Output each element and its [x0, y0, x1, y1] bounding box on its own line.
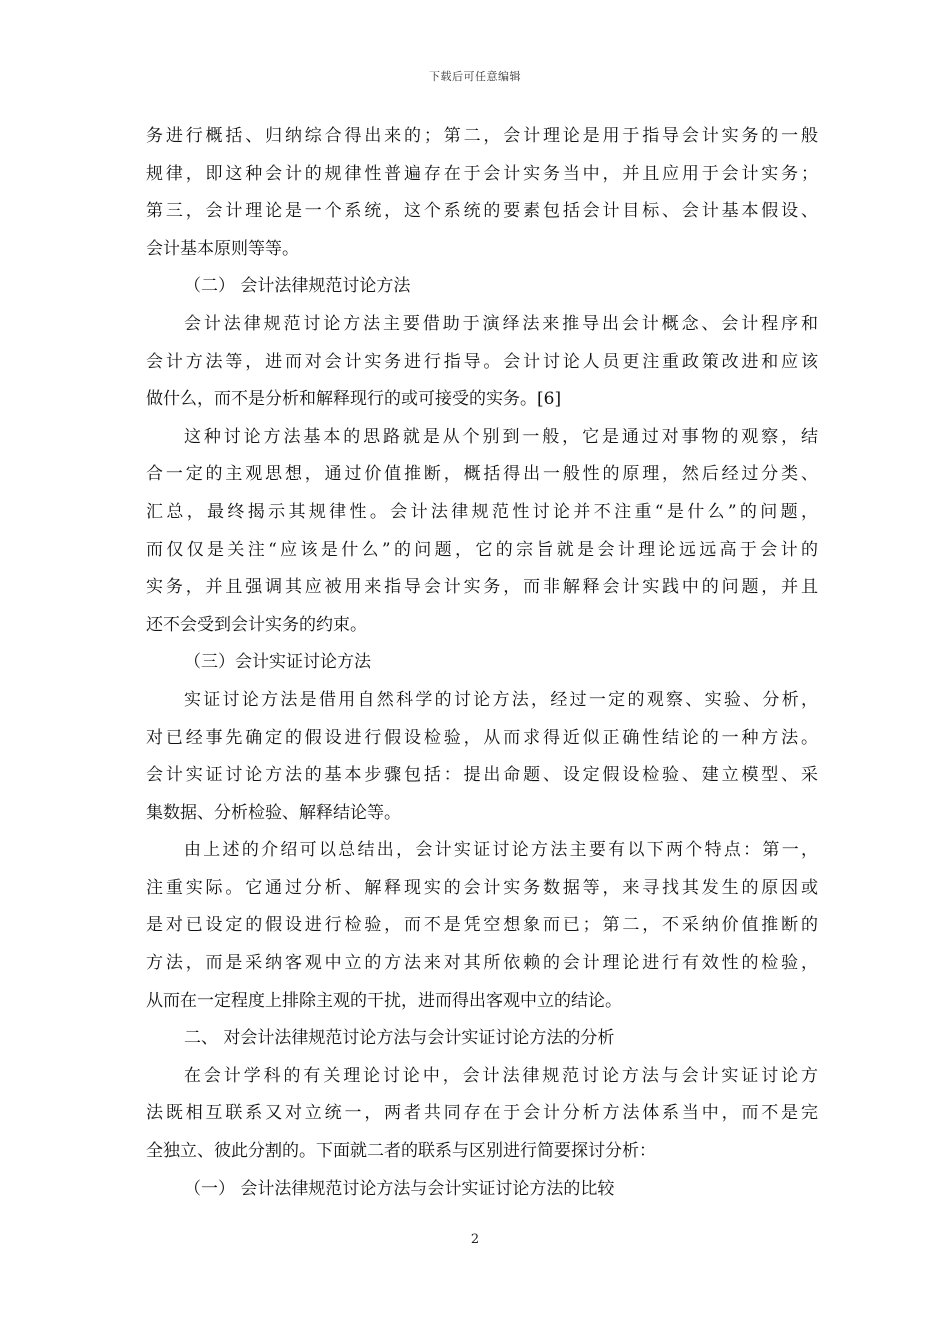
- page-number: 2: [470, 1232, 480, 1247]
- text-line: （一） 会计法律规范讨论方法与会计实证讨论方法的比较: [184, 1178, 615, 1199]
- text-line: 从而在一定程度上排除主观的干扰，进而得出客观中立的结论。: [146, 990, 622, 1011]
- text-line: 规律，即这种会计的规律性普遍存在于会计实务当中，并且应用于会计实务；: [146, 163, 818, 184]
- text-line: 这种讨论方法基本的思路就是从个别到一般，它是通过对事物的观察，结: [184, 426, 818, 447]
- page-header: 下载后可任意编辑: [429, 70, 521, 83]
- text-line: 第三，会计理论是一个系统，这个系统的要素包括会计目标、会计基本假设、: [146, 201, 818, 222]
- text-line: 实证讨论方法是借用自然科学的讨论方法，经过一定的观察、实验、分析，: [184, 689, 818, 710]
- text-line: 注重实际。它通过分析、解释现实的会计实务数据等，来寻找其发生的原因或: [146, 877, 818, 898]
- text-line: 实务，并且强调其应被用来指导会计实务，而非解释会计实践中的问题，并且: [146, 577, 818, 598]
- text-line: 在会计学科的有关理论讨论中，会计法律规范讨论方法与会计实证讨论方: [184, 1065, 818, 1086]
- text-line: 方法，而是采纳客观中立的方法来对其所依赖的会计理论进行有效性的检验，: [146, 953, 818, 974]
- text-line: 而仅仅是关注“应该是什么”的问题，它的宗旨就是会计理论远远高于会计的: [146, 539, 818, 560]
- text-line: 集数据、分析检验、解释结论等。: [146, 802, 401, 823]
- text-line: 二、 对会计法律规范讨论方法与会计实证讨论方法的分析: [184, 1028, 615, 1049]
- text-line: 是对已设定的假设进行检验，而不是凭空想象而已；第二，不采纳价值推断的: [146, 915, 818, 936]
- text-line: 做什么，而不是分析和解释现行的或可接受的实务。[6]: [146, 389, 562, 410]
- text-line: 会计方法等，进而对会计实务进行指导。会计讨论人员更注重政策改进和应该: [146, 351, 818, 372]
- text-line: 由上述的介绍可以总结出，会计实证讨论方法主要有以下两个特点：第一，: [184, 840, 818, 861]
- text-line: 法既相互联系又对立统一，两者共同存在于会计分析方法体系当中，而不是完: [146, 1103, 818, 1124]
- text-line: 会计基本原则等等。: [146, 238, 299, 259]
- text-line: （三）会计实证讨论方法: [184, 652, 371, 673]
- text-line: 合一定的主观思想，通过价值推断，概括得出一般性的原理，然后经过分类、: [146, 464, 818, 485]
- text-line: 会计法律规范讨论方法主要借助于演绎法来推导出会计概念、会计程序和: [184, 313, 818, 334]
- text-line: 汇总，最终揭示其规律性。会计法律规范性讨论并不注重“是什么”的问题，: [146, 501, 818, 522]
- text-line: 会计实证讨论方法的基本步骤包括：提出命题、设定假设检验、建立模型、采: [146, 765, 818, 786]
- document-body: [146, 118, 818, 1208]
- text-line: 全独立、彼此分割的。下面就二者的联系与区别进行简要探讨分析：: [146, 1141, 656, 1162]
- text-line: 对已经事先确定的假设进行假设检验，从而求得近似正确性结论的一种方法。: [146, 727, 818, 748]
- text-line: （二） 会计法律规范讨论方法: [184, 276, 411, 297]
- text-line: 还不会受到会计实务的约束。: [146, 614, 367, 635]
- text-line: 务进行概括、归纳综合得出来的；第二，会计理论是用于指导会计实务的一般: [146, 126, 818, 146]
